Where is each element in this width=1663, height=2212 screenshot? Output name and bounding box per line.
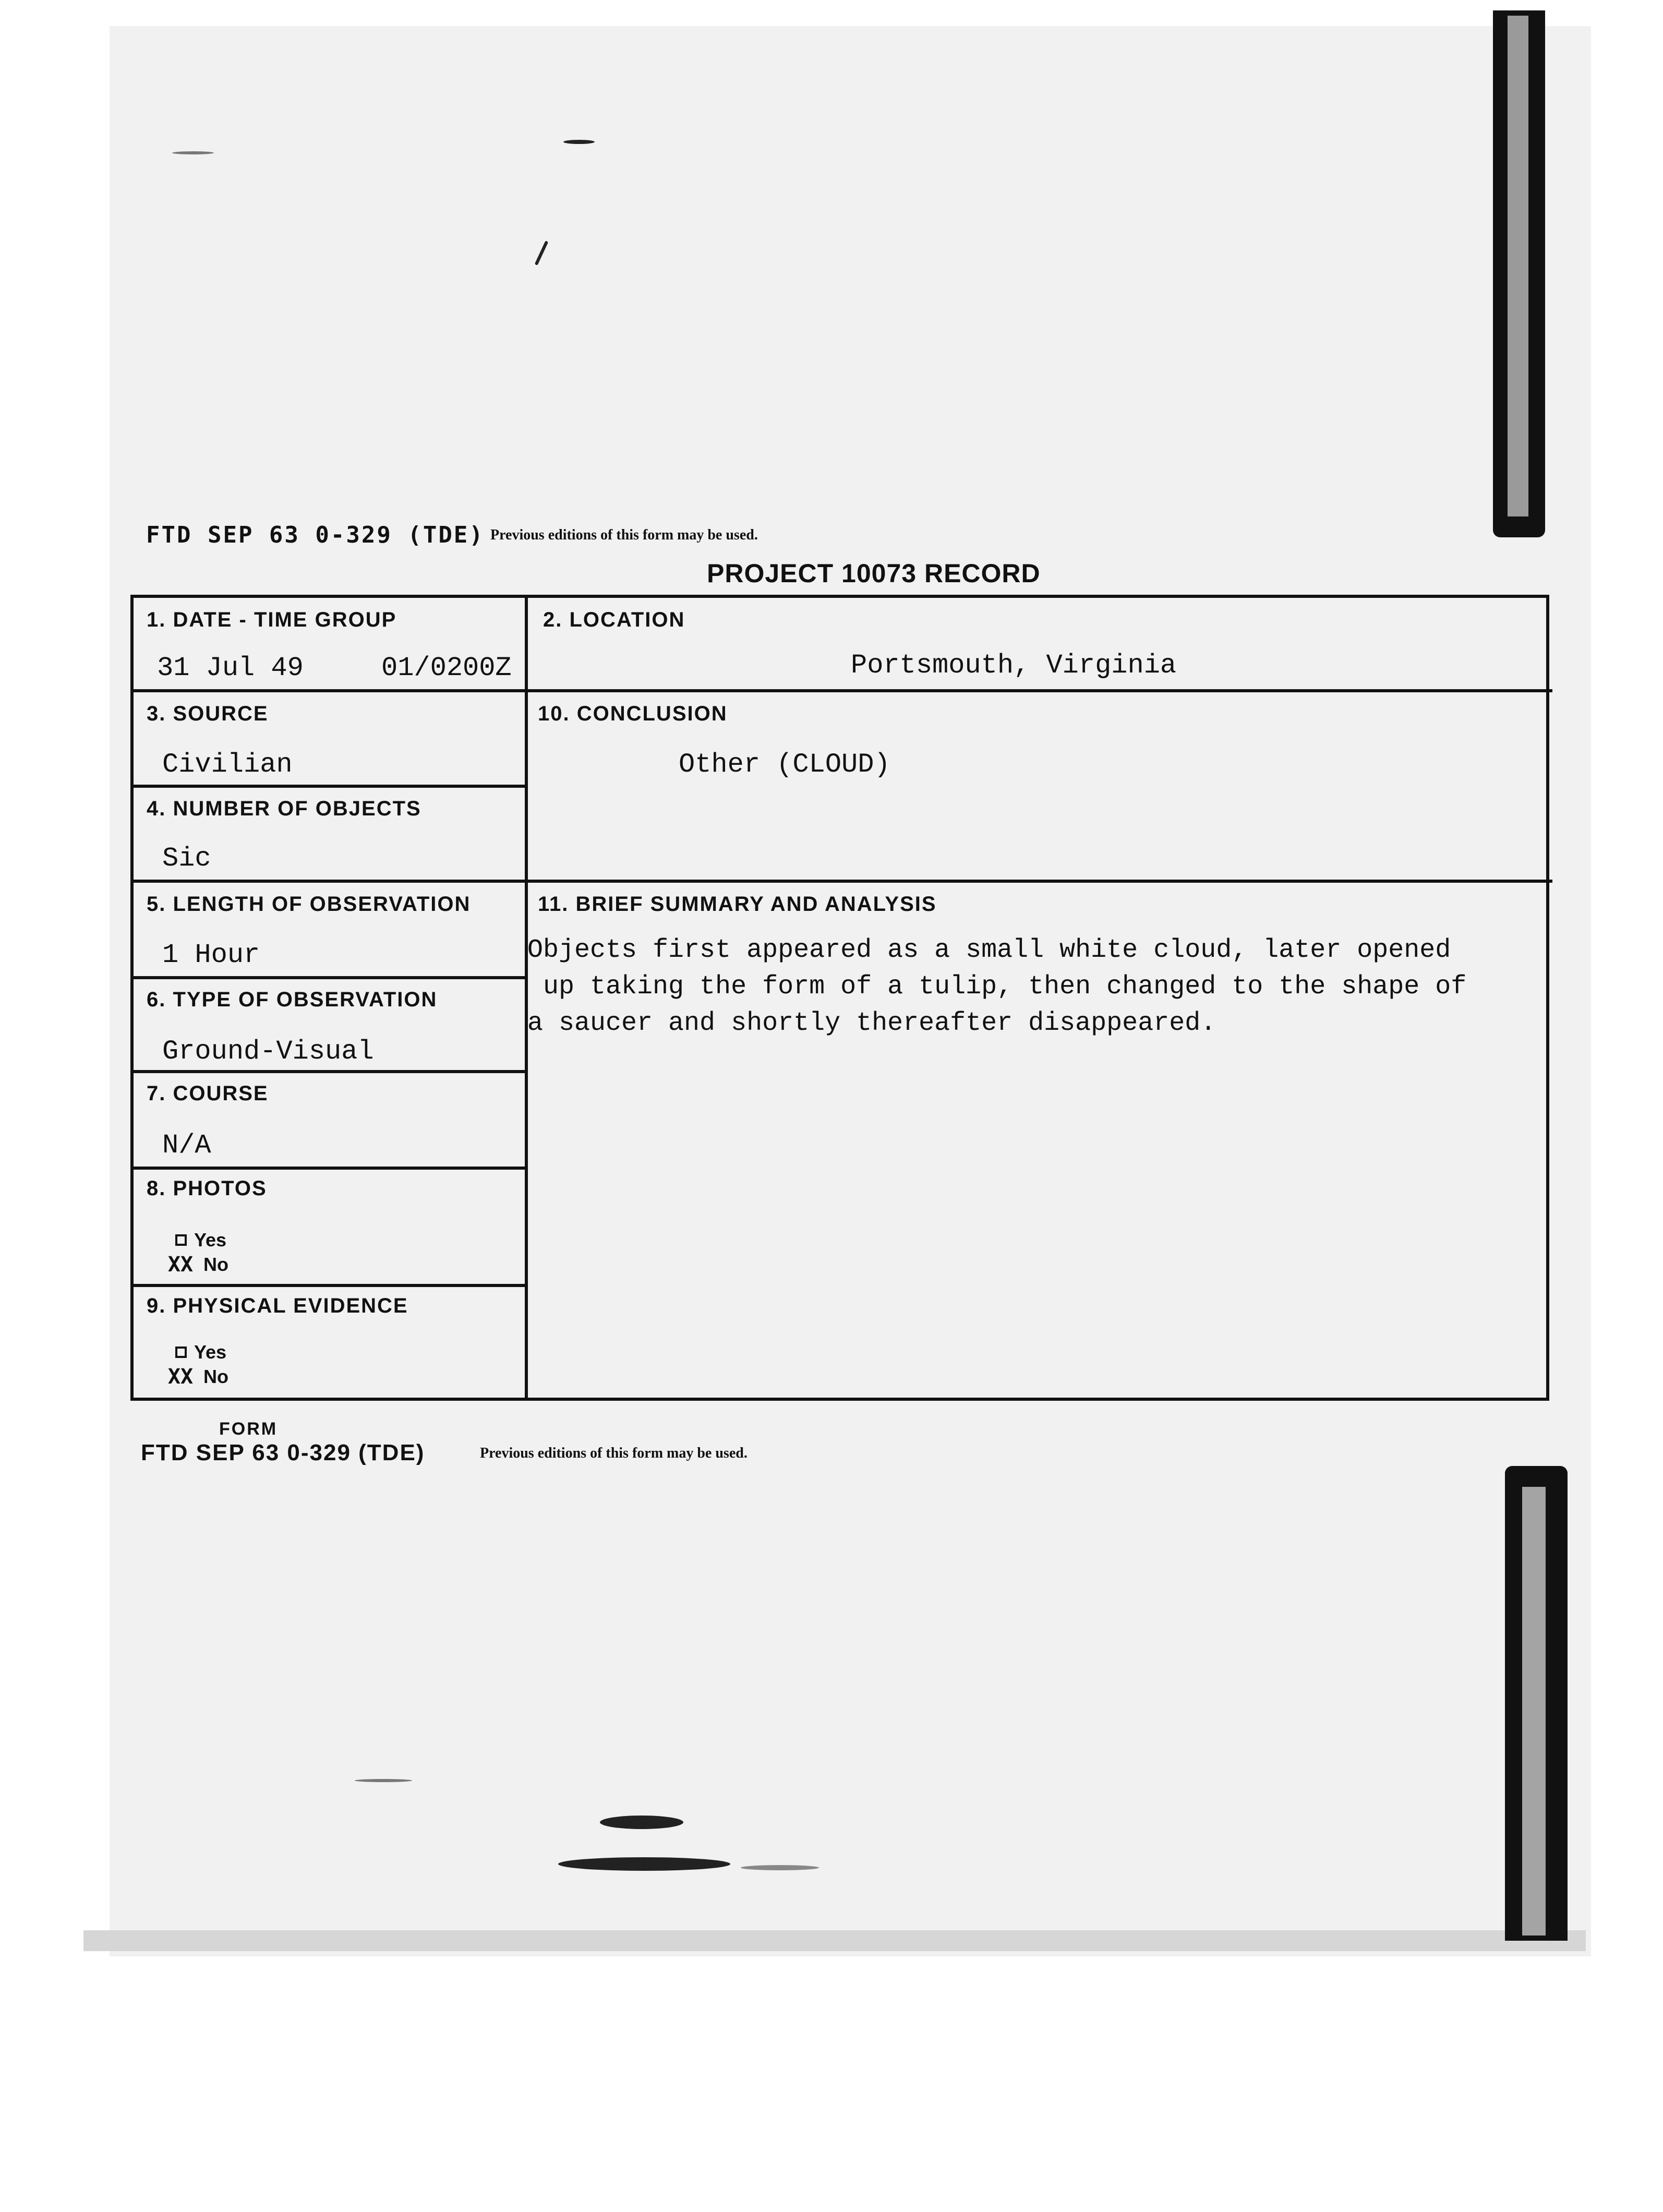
previous-editions-note-bottom: Previous editions of this form may be used. — [480, 1445, 748, 1461]
scan-smudge — [600, 1816, 683, 1829]
row-rule — [134, 1284, 528, 1287]
source-value: Civilian — [162, 749, 293, 780]
scan-smudge — [355, 1779, 412, 1782]
binding-bar-top-highlight — [1508, 16, 1528, 516]
record-form — [130, 595, 1549, 1401]
physical-evidence-yes-option[interactable] — [175, 1341, 226, 1363]
summary-line: Objects first appeared as a small white cloud, later opened — [527, 935, 1451, 965]
summary-line: up taking the form of a tulip, then changed to the shape of — [527, 972, 1467, 1002]
row-rule — [134, 1070, 528, 1073]
row-rule — [134, 880, 1552, 883]
length-of-observation-label: 5. LENGTH OF OBSERVATION — [147, 893, 471, 916]
physical-evidence-no-label: No — [203, 1366, 228, 1387]
photos-no-checkmark-icon[interactable]: XX — [167, 1253, 194, 1277]
scan-smudge — [172, 151, 214, 154]
footer-form-word: FORM — [219, 1419, 278, 1439]
source-label: 3. SOURCE — [147, 702, 269, 725]
date-value: 31 Jul 49 — [157, 653, 304, 683]
conclusion-label: 10. CONCLUSION — [538, 702, 728, 725]
row-rule — [134, 1167, 528, 1170]
location-label: 2. LOCATION — [543, 608, 685, 631]
sheet-edge-shadow — [83, 1930, 1586, 1951]
number-of-objects-value: Sic — [162, 843, 211, 874]
photos-no-label: No — [203, 1254, 228, 1275]
row-rule — [134, 785, 528, 788]
time-value: 01/0200Z — [381, 653, 512, 683]
photos-label: 8. PHOTOS — [147, 1177, 267, 1200]
location-value: Portsmouth, Virginia — [851, 650, 1177, 681]
date-time-group-label: 1. DATE - TIME GROUP — [147, 608, 397, 631]
binding-bar-bottom-highlight — [1522, 1487, 1546, 1936]
scan-smudge — [558, 1857, 730, 1871]
physical-evidence-no-option[interactable] — [165, 1365, 228, 1389]
row-rule — [134, 976, 528, 979]
row-rule — [134, 689, 1552, 692]
conclusion-value: Other (CLOUD) — [679, 749, 890, 780]
length-of-observation-value: 1 Hour — [162, 940, 260, 970]
type-of-observation-value: Ground-Visual — [162, 1036, 374, 1067]
physical-evidence-yes-label: Yes — [194, 1341, 227, 1363]
summary-line: a saucer and shortly thereafter disappeared. — [527, 1008, 1216, 1038]
previous-editions-note-top: Previous editions of this form may be used. — [490, 527, 758, 543]
footer-form-id: FTD SEP 63 0-329 (TDE) — [141, 1440, 425, 1465]
photos-no-option[interactable] — [165, 1253, 228, 1277]
course-label: 7. COURSE — [147, 1082, 269, 1105]
physical-evidence-no-checkmark-icon[interactable]: XX — [167, 1365, 194, 1389]
scan-smudge — [741, 1865, 819, 1870]
course-value: N/A — [162, 1130, 211, 1161]
photos-yes-option[interactable] — [175, 1229, 226, 1251]
photos-yes-label: Yes — [194, 1229, 227, 1251]
form-title: PROJECT 10073 RECORD — [707, 559, 1041, 588]
physical-evidence-yes-checkbox[interactable] — [175, 1347, 187, 1358]
form-header-top: FTD SEP 63 0-329 (TDE) — [146, 522, 485, 548]
number-of-objects-label: 4. NUMBER OF OBJECTS — [147, 797, 421, 820]
physical-evidence-label: 9. PHYSICAL EVIDENCE — [147, 1294, 408, 1317]
summary-label: 11. BRIEF SUMMARY AND ANALYSIS — [538, 893, 937, 916]
scan-smudge — [563, 140, 595, 144]
type-of-observation-label: 6. TYPE OF OBSERVATION — [147, 988, 438, 1011]
photos-yes-checkbox[interactable] — [175, 1234, 187, 1246]
